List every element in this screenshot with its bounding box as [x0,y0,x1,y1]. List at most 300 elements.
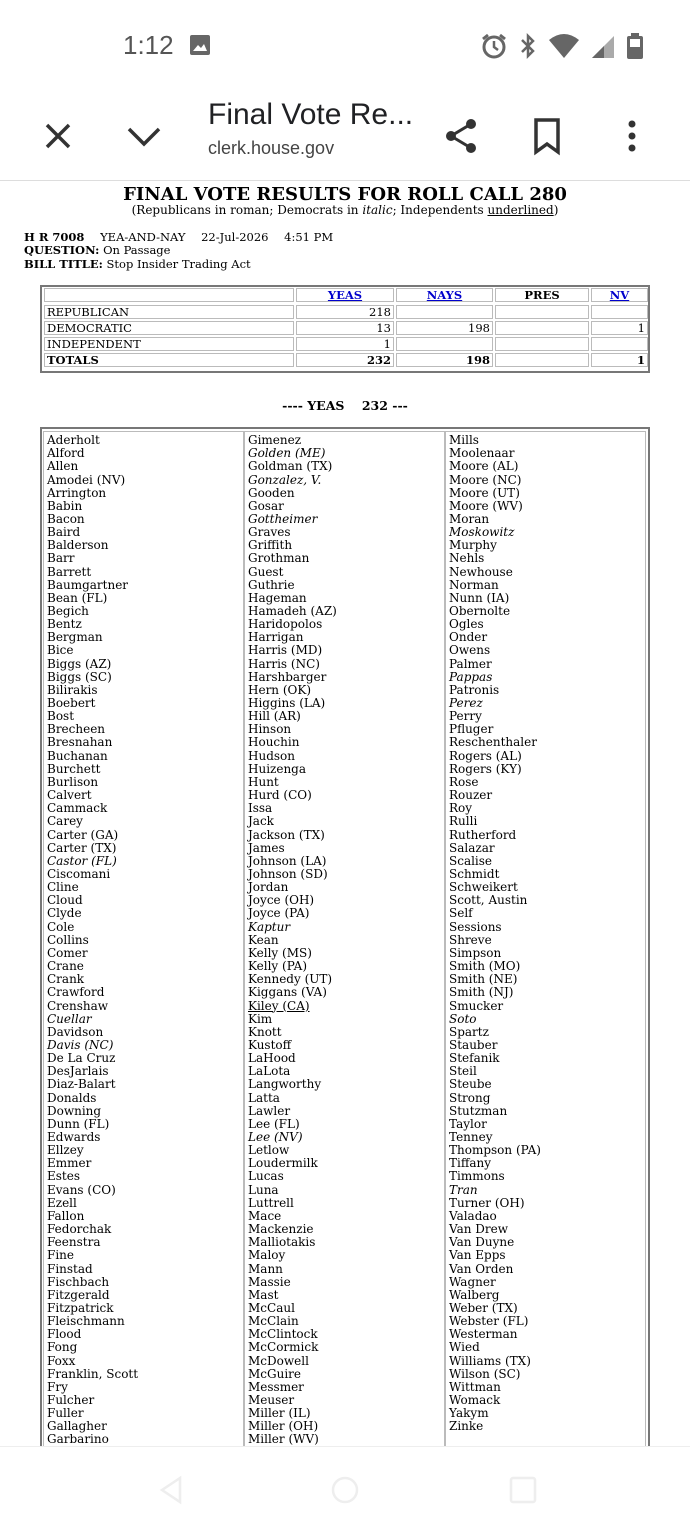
vote-type: YEA-AND-NAY [100,230,186,244]
member-name: Allen [47,459,79,474]
member-name: Schweikert [449,880,518,895]
member-name: Perry [449,709,482,724]
member-name: Lucas [248,1169,284,1184]
summary-cell: 198 [396,353,493,367]
member-name: Smith (NE) [449,972,518,987]
member-name: Van Duyne [449,1235,515,1250]
member-name: Miller (IL) [248,1406,311,1421]
more-options-button[interactable] [610,114,654,158]
member-name: Johnson (SD) [248,866,328,881]
member-name: Goldman (TX) [248,459,333,474]
member-name: Norman [449,577,499,592]
legend-underlined: underlined [487,203,554,217]
summary-cell: 1 [591,321,648,335]
member-name: Biggs (SC) [47,669,112,684]
summary-header-pres: PRES [495,288,589,302]
member-name: Self [449,906,473,921]
member-name: Spartz [449,1024,489,1039]
member-name: Schmidt [449,866,500,881]
summary-cell: 198 [396,321,493,335]
bluetooth-icon [518,32,538,60]
member-name: Moore (WV) [449,498,523,513]
image-notification-icon [189,34,211,56]
summary-row [42,305,648,321]
member-name: Comer [47,945,88,960]
member-name: Joyce (OH) [248,893,315,908]
member-name: Rogers (AL) [449,748,522,763]
member-name: Jordan [248,880,289,895]
member-name: Murphy [449,538,497,553]
member-name: Graves [248,525,291,539]
member-name: Kelly (PA) [248,959,308,973]
legend-text-3: ) [553,203,559,217]
member-name: Miller (OH) [248,1419,319,1434]
member-name: Gonzalez, V. [248,472,322,487]
member-name: Barr [47,551,75,566]
wifi-icon [548,32,580,60]
member-name: Wittman [449,1379,501,1394]
summary-cell: 1 [296,337,394,351]
member-name: Turner (OH) [449,1195,525,1210]
summary-header-nv[interactable] [591,288,648,302]
summary-cell: 1 [591,353,648,367]
member-name: Langworthy [248,1077,322,1092]
member-name: Biggs (AZ) [47,656,112,671]
member-name: Amodei (NV) [47,472,126,487]
more-vert-icon [627,120,637,152]
status-icons [480,32,644,60]
member-name: Cole [47,919,75,934]
member-name: Messmer [248,1379,304,1394]
member-name: Hinson [248,722,292,737]
member-name: Fischbach [47,1274,110,1289]
member-name: McClain [248,1314,299,1329]
name-column [445,431,646,1467]
member-name: Gallagher [47,1419,107,1434]
member-name: Rulli [449,814,478,829]
member-name: Cuellar [47,1011,92,1026]
member-name: Kiley (CA) [248,998,310,1013]
member-name: Rutherford [449,827,517,842]
member-name: Crank [47,972,85,987]
member-name: Letlow [248,1143,290,1158]
member-name: Newhouse [449,564,513,579]
summary-row [42,353,648,369]
member-name: Jackson (TX) [248,827,325,842]
member-name: De La Cruz [47,1051,116,1066]
member-name: Barrett [47,564,92,579]
summary-cell [495,321,589,335]
member-name: Steil [449,1064,477,1079]
member-name: Bresnahan [47,735,113,750]
summary-header-blank [44,288,294,302]
member-name: Miller (WV) [248,1432,319,1447]
member-name: Kean [248,932,279,947]
member-name: Scott, Austin [449,893,528,908]
member-name: Brecheen [47,722,106,737]
member-name: Alford [47,446,85,461]
member-name: Moore (AL) [449,459,519,474]
yeas-name-list [40,427,650,1467]
member-name: Ogles [449,617,484,632]
member-name: Wagner [449,1274,496,1289]
member-name: Moskowitz [449,525,515,539]
member-name: Flood [47,1327,82,1342]
summary-cell: 218 [296,305,394,319]
member-name: Nunn (IA) [449,590,510,605]
member-name: Perez [449,696,483,710]
browser-toolbar [0,92,690,181]
member-name: LaHood [248,1051,296,1066]
close-icon [43,121,73,151]
member-name: McClintock [248,1327,318,1342]
member-name: Baumgartner [47,577,129,592]
summary-cell: 13 [296,321,394,335]
vote-time: 4:51 PM [284,230,334,244]
yeas-link[interactable]: YEAS [327,288,363,302]
member-name: Latta [248,1090,280,1105]
member-name: Simpson [449,945,502,960]
member-name: Bergman [47,630,103,645]
member-name: Griffith [248,538,293,553]
member-name: Harris (NC) [248,656,320,671]
member-name: Finstad [47,1261,93,1276]
member-name: Hageman [248,590,307,605]
bill-number: H R 7008 [24,230,85,244]
member-name: Fedorchak [47,1222,112,1236]
member-name: Ellzey [47,1143,84,1158]
summary-cell [495,337,589,351]
member-name: Pappas [449,669,493,684]
member-name: Harshbarger [248,669,327,684]
member-name: Grothman [248,551,310,566]
vote-summary-table [40,285,650,373]
member-name: Williams (TX) [449,1353,531,1368]
member-name: Van Orden [449,1261,514,1276]
member-name: DesJarlais [47,1064,109,1079]
nays-link[interactable]: NAYS [426,288,463,302]
member-name: Kustoff [248,1037,292,1052]
member-name: Pfluger [449,722,494,737]
member-name: Carey [47,814,83,829]
member-name: Hamadeh (AZ) [248,604,337,618]
member-name: Feenstra [47,1235,101,1250]
member-name: Haridopolos [248,617,323,632]
member-name: Kennedy (UT) [248,972,333,987]
member-name: Fitzgerald [47,1287,110,1302]
question-value: On Passage [103,243,171,257]
member-name: Westerman [449,1327,518,1342]
member-name: Houchin [248,735,300,750]
minimize-tab-button[interactable] [122,114,166,158]
member-name: Carter (GA) [47,827,119,842]
member-name: Moolenaar [449,446,515,461]
member-name: Scalise [449,853,493,868]
member-name: Fine [47,1248,74,1263]
member-name: Ezell [47,1195,77,1210]
member-name: Cloud [47,893,83,908]
member-name: Weber (TX) [449,1300,518,1315]
member-name: Clyde [47,906,82,921]
member-name: Fleischmann [47,1314,125,1329]
bill-title-label: BILL TITLE: [24,257,103,271]
member-name: Donalds [47,1090,97,1105]
member-name: Patronis [449,682,500,697]
member-name: Knott [248,1024,282,1039]
member-name: Edwards [47,1130,101,1144]
member-name: Fallon [47,1208,85,1223]
member-name: Harrigan [248,630,304,645]
member-name: Bost [47,709,75,724]
member-name: Fitzpatrick [47,1300,114,1315]
member-name: Gosar [248,498,284,513]
summary-cell [591,305,648,319]
summary-cell [495,305,589,319]
bill-title-line [24,257,251,271]
vote-meta-line [24,230,333,244]
name-column [43,431,244,1467]
member-name: Collins [47,932,89,947]
member-name: Lee (NV) [248,1130,303,1144]
member-name: Mackenzie [248,1222,314,1236]
member-name: McCaul [248,1300,295,1315]
bookmark-button[interactable] [525,114,569,158]
member-name: Cline [47,880,79,895]
member-name: Luna [248,1182,279,1197]
member-name: Higgins (LA) [248,696,326,710]
roll-call-title: FINAL VOTE RESULTS FOR ROLL CALL 280 [123,184,567,205]
name-column [244,431,445,1467]
member-name: Mann [248,1261,283,1276]
member-name: Smith (MO) [449,959,521,973]
back-icon[interactable] [156,1475,186,1505]
member-name: Lee (FL) [248,1116,300,1131]
member-name: Onder [449,630,488,645]
member-name: Womack [449,1393,501,1407]
member-name: Smith (NJ) [449,985,514,1000]
member-name: Burlison [47,774,99,789]
member-name: Mills [449,433,479,447]
member-name: Tenney [449,1130,493,1144]
system-nav-bar [0,1446,690,1534]
member-name: Harris (MD) [248,643,323,658]
chevron-down-icon [126,124,162,148]
member-name: Gottheimer [248,511,318,526]
member-name: Garbarino [47,1432,109,1447]
status-bar [0,0,690,92]
page-domain: clerk.house.gov [208,138,335,158]
member-name: Hurd (CO) [248,788,312,803]
member-name: Hern (OK) [248,682,312,697]
member-name: Luttrell [248,1195,294,1210]
member-name: Franklin, Scott [47,1366,139,1381]
member-name: Fong [47,1340,78,1355]
question-line [24,243,170,257]
member-name: McGuire [248,1366,301,1381]
member-name: James [248,840,285,855]
member-name: Hunt [248,774,279,789]
member-name: Malliotakis [248,1235,316,1250]
member-name: Bilirakis [47,682,98,697]
member-name: Stutzman [449,1103,508,1118]
member-name: Diaz-Balart [47,1077,116,1092]
bill-title-value: Stop Insider Trading Act [106,257,251,271]
member-name: Webster (FL) [449,1314,529,1329]
member-name: Stefanik [449,1051,500,1066]
share-button[interactable] [439,114,483,158]
member-name: Golden (ME) [248,446,326,461]
recents-icon[interactable] [508,1475,538,1505]
member-name: Palmer [449,656,492,671]
member-name: Crane [47,959,84,973]
member-name: Huizenga [248,761,307,776]
summary-cell: INDEPENDENT [44,337,294,351]
member-name: Hill (AR) [248,709,301,724]
legend-text-1: (Republicans in roman; Democrats in [131,203,363,217]
member-name: Cammack [47,801,108,816]
member-name: Guthrie [248,577,295,592]
summary-cell [396,337,493,351]
member-name: Shreve [449,932,492,947]
member-name: Zinke [449,1419,484,1434]
status-time: 1:12 [123,30,174,60]
nv-link[interactable]: NV [609,288,630,302]
member-name: Lawler [248,1103,291,1118]
member-name: Baird [47,525,81,539]
member-name: Dunn (FL) [47,1116,110,1131]
member-name: Stauber [449,1037,498,1052]
member-name: Kiggans (VA) [248,985,327,1000]
member-name: Boebert [47,696,96,710]
member-name: Carter (TX) [47,840,117,855]
member-name: Evans (CO) [47,1182,116,1197]
legend-text-2: ; Independents [392,203,488,217]
member-name: Rouzer [449,788,493,803]
member-name: Calvert [47,788,92,803]
member-name: Guest [248,564,284,579]
member-name: Babin [47,498,83,513]
member-name: Ciscomani [47,866,111,881]
member-name: Kelly (MS) [248,945,312,960]
summary-cell: DEMOCRATIC [44,321,294,335]
member-name: Moore (UT) [449,485,520,500]
close-tab-button[interactable] [36,114,80,158]
summary-cell [396,305,493,319]
yeas-heading: ---- YEAS 232 --- [282,398,408,413]
member-name: Bacon [47,511,85,526]
member-name: Fuller [47,1406,84,1421]
alarm-icon [480,32,508,60]
summary-cell: REPUBLICAN [44,305,294,319]
member-name: Sessions [449,919,502,934]
member-name: Emmer [47,1156,92,1171]
member-name: Begich [47,604,89,618]
legend-italic: italic [362,203,393,217]
bookmark-icon [533,118,561,154]
member-name: Kaptur [248,919,291,934]
member-name: Crawford [47,985,105,1000]
member-name: Burchett [47,761,101,776]
member-name: Gimenez [248,433,302,447]
member-name: Bice [47,643,74,658]
member-name: Reschenthaler [449,735,537,750]
member-name: Davidson [47,1024,104,1039]
home-icon[interactable] [330,1475,360,1505]
member-name: Timmons [449,1169,505,1184]
member-name: Roy [449,801,473,816]
member-name: Soto [449,1011,477,1026]
member-name: Bentz [47,617,82,632]
share-icon [443,117,479,155]
member-name: Massie [248,1274,291,1289]
member-name: Maloy [248,1248,286,1263]
member-name: Wilson (SC) [449,1366,521,1381]
member-name: Arrington [47,485,107,500]
member-name: Yakym [449,1406,489,1421]
question-label: QUESTION: [24,243,100,257]
member-name: Joyce (PA) [248,906,310,921]
member-name: Nehls [449,551,485,566]
summary-header-nays[interactable] [396,288,493,302]
member-name: Castor (FL) [47,853,117,868]
member-name: Jack [248,814,274,829]
member-name: Thompson (PA) [449,1143,541,1158]
member-name: Johnson (LA) [248,853,327,868]
member-name: Taylor [449,1116,487,1131]
summary-row [42,321,648,337]
party-legend [0,203,690,217]
member-name: Mace [248,1208,282,1223]
member-name: Estes [47,1169,80,1184]
member-name: Rogers (KY) [449,761,522,776]
web-content [0,181,690,1446]
member-name: Rose [449,774,479,789]
member-name: LaLota [248,1064,291,1079]
member-name: Loudermilk [248,1156,318,1171]
member-name: Fry [47,1379,68,1394]
member-name: Valadao [449,1208,497,1223]
member-name: Aderholt [47,433,100,447]
member-name: Moore (NC) [449,472,522,487]
summary-row [42,337,648,353]
summary-header-yeas[interactable] [296,288,394,302]
member-name: Tiffany [449,1156,492,1171]
member-name: Downing [47,1103,102,1118]
summary-cell [591,337,648,351]
member-name: Van Epps [449,1248,506,1263]
member-name: Gooden [248,485,295,500]
member-name: Balderson [47,538,109,553]
member-name: Wied [449,1340,480,1355]
vote-date: 22-Jul-2026 [201,230,269,244]
member-name: Crenshaw [47,998,109,1013]
battery-icon [626,32,644,60]
member-name: Moran [449,511,490,526]
member-name: McDowell [248,1353,309,1368]
member-name: Fulcher [47,1393,95,1407]
member-name: Bean (FL) [47,590,108,605]
member-name: Walberg [449,1287,500,1302]
member-name: Salazar [449,840,495,855]
summary-cell: 232 [296,353,394,367]
summary-header-row [42,288,648,304]
page-title: Final Vote Re... [208,98,414,131]
member-name: McCormick [248,1340,319,1355]
member-name: Mast [248,1287,279,1302]
member-name: Owens [449,643,491,658]
member-name: Strong [449,1090,491,1105]
member-name: Davis (NC) [47,1037,114,1052]
